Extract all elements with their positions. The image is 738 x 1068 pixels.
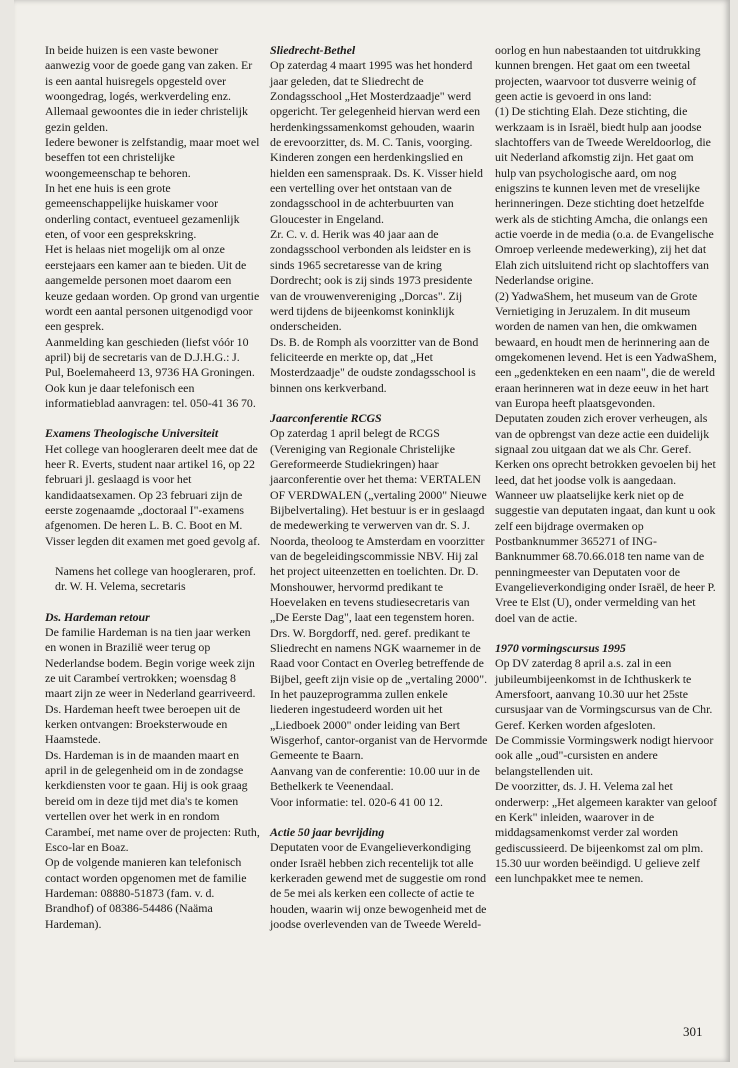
section-heading: Examens Theologische Universiteit	[45, 426, 219, 441]
paragraph: oorlog en hun nabestaanden tot uitdrukking kunnen brengen. Het gaat om een tweetal projecten, waarvoor tot dusverre weinig of geen actie is gevoerd in ons land:	[495, 43, 701, 104]
column-right	[495, 43, 717, 887]
section-heading: 1970 vormingscursus 1995	[495, 641, 626, 656]
paragraph: Op de volgende manieren kan telefonisch contact worden opgenomen met de familie Hardeman: 08880-51873 (fam. v. d. Brandhof) of 08386-54486 (Naäma Hardeman).	[45, 855, 247, 931]
paragraph: In beide huizen is een vaste bewoner aanwezig voor de goede gang van zaken. Er is een aantal huisregels opgesteld over woongedrag, logés, werkverdeling enz. Allemaal gewoontes die in ieder christelijk gezin gelden.	[45, 43, 253, 134]
section-heading: Actie 50 jaar bevrijding	[270, 824, 385, 839]
column-middle	[270, 43, 488, 932]
section-heading: Sliedrecht-Bethel	[270, 43, 356, 57]
paragraph: Aanvang van de conferentie: 10.00 uur in de Bethelkerk te Veenendaal.	[270, 763, 480, 794]
paragraph: Voor informatie: tel. 020-6 41 00 12.	[270, 794, 444, 809]
paragraph: (1) De stichting Elah. Deze stichting, die werkzaam is in Israël, biedt hulp aan joodse slachtoffers van de Tweede Wereldoorlog, die uit Nederland afkomstig zijn. Het gaat om hulp van psychologische aard, om nog enigszins te kunnen leven met de vreselijke herinneringen. Deze stichting doet hetzelfde werk als de stichting Amcha, die onlangs een actie voerde in de media (o.a. de Evangelische Omroep verleende medewerking), zij het dat Elah zich uitsluitend richt op slachtoffers van Nederlandse origine.	[495, 104, 714, 288]
paragraph: Ds. Hardeman is in de maanden maart en april in de gelegenheid om in de zondagse kerkdiensten voor te gaan. Hij is ook graag bereid om in deze tijd met dia's te komen vertellen over het werk in en rondom Carambeí, met name over de projecten: Ruth, Esco-lar en Boaz.	[45, 747, 260, 854]
paragraph: De Commissie Vormingswerk nodigt hiervoor ook alle „oud"-cursisten en andere belangstellenden uit.	[495, 733, 714, 778]
paragraph: De voorzitter, ds. J. H. Velema zal het onderwerp: „Het algemeen karakter van geloof en Kerk" inleiden, waarover in de middagsamenkomst verder zal worden gediscussieerd. De bijeenkomst zal om plm. 15.30 uur worden beëindigd. U gelieve zelf een lunchpakket mee te nemen.	[495, 779, 718, 886]
paragraph: Op DV zaterdag 8 april a.s. zal in een jubileumbijeenkomst in de Ichthuskerk te Amersfoort, aanvang 10.30 uur het 25ste cursusjaar van de Vormingscursus van de Chr. Geref. Kerken worden afgesloten.	[495, 656, 713, 732]
section-heading: Jaarconferentie RCGS	[270, 410, 382, 425]
paragraph: Zr. C. v. d. Herik was 40 jaar aan de zondagsschool verbonden als leidster en is sinds 1965 secretaresse van de kring Dordrecht; ook is zij sinds 1973 presidente van de vrouwenvereniging „Dorcas". Zij werd tijdens de bijeenkomst koninklijk onderscheiden.	[270, 227, 473, 334]
paragraph: Iedere bewoner is zelfstandig, maar moet wel beseffen tot een christelijke woongemeenschap te behoren.	[45, 135, 260, 180]
page-number: 301	[683, 1024, 703, 1039]
paragraph: Ds. B. de Romph als voorzitter van de Bond feliciteerde en merkte op, dat „Het Mosterdzaadje" de oudste zondagsschool is binnen ons kerkverband.	[270, 334, 479, 395]
paragraph: (2) YadwaShem, het museum van de Grote Vernietiging in Jeruzalem. In dit museum worden de namen van hen, die omkwamen bewaard, en houdt men de herinnering aan de omgekomenen levend. Het is een YadwaShem, een „gedenkteken en een naam", die de wereld eraan herinneren wat in deze eeuw in het hart van Europa heeft plaatsgevonden.	[495, 288, 717, 410]
paragraph: Het college van hoogleraren deelt mee dat de heer R. Everts, student naar artikel 16, op 22 februari jl. geslaagd is voor het kandidaatsexamen. Op 23 februari zijn de eerste zogenaamde „doctoraal I"-examens afgenomen. De heren L. B. C. Boot en M. Visser legden dit examen met goed gevolg af.	[45, 441, 261, 548]
paragraph: Deputaten voor de Evangelieverkondiging onder Israël hebben zich recentelijk tot alle kerkeraden gewend met de suggestie om rond de 5e mei als kerken een collecte of actie te houden, waarin wij onze bewogenheid met de joodse overlevenden van de Tweede Wereld-	[270, 840, 487, 931]
paragraph: Wanneer uw plaatselijke kerk niet op de suggestie van deputaten ingaat, dan kunt u ook zelf een bijdrage overmaken op Postbanknummer 365271 of ING-Banknummer 68.70.66.018 ten name van de penningmeester van Deputaten voor de Evangelieverkondiging onder Israël, de heer P. Vree te Elst (U), onder vermelding van het doel van de actie.	[495, 487, 716, 625]
paragraph: Op zaterdag 4 maart 1995 was het honderd jaar geleden, dat te Sliedrecht de Zondagsschool „Het Mosterdzaadje" werd opgericht. Ter gelegenheid hiervan werd een herdenkingssamenkomst gehouden, waarin de erevoorzitter, ds. M. C. Tanis, voorging. Kinderen zongen een herdenkingslied en hielden een samenspraak. Ds. K. Visser hield een vertelling over het ontstaan van de zondagsschool in de achterbuurten van Gloucester in Engeland.	[270, 58, 483, 226]
paragraph: Aanmelding kan geschieden (liefst vóór 10 april) bij de secretaris van de D.J.H.G.: J. Pul, Boelemaheerd 13, 9736 HA Groningen. Ook kun je daar telefonisch een informatieblad aanvragen: tel. 050-41 36 70.	[45, 334, 256, 410]
paragraph: Het is helaas niet mogelijk om al onze eerstejaars een kamer aan te bieden. Uit de aangemelde personen moet daarom een keuze gedaan worden. Op grond van urgentie wordt een aantal personen uitgenodigd voor een gesprek.	[45, 242, 260, 334]
column-left	[45, 43, 261, 932]
paragraph: In het pauzeprogramma zullen enkele liederen ingestudeerd worden uit het „Liedboek 2000" onder leiding van Bert Wisgerhof, cantor-organist van de Hervormde Gemeente te Baarn.	[270, 687, 488, 763]
paragraph: De familie Hardeman is na tien jaar werken en wonen in Brazilië weer terug op Nederlandse bodem. Begin vorige week zijn ze uit Carambeí vertrokken; woensdag 8 maart zijn ze weer in Nederland gearriveerd. Ds. Hardeman heeft twee beroepen uit de kerken ontvangen: Broeksterwoude en Haamstede.	[45, 625, 256, 747]
signature-block: Namens het college van hoogleraren, prof. dr. W. H. Velema, secretaris	[55, 564, 256, 594]
magazine-page	[14, 0, 730, 1062]
paragraph: Op zaterdag 1 april belegt de RCGS (Vereniging van Regionale Christelijke Gereformeerde Studiekringen) haar jaarconferentie over het thema: VERTALEN OF VERDWALEN („vertaling 2000" Nieuwe Bijbelvertaling). Het bestuur is er in geslaagd de medewerking te verwerven van dr. S. J. Noorda, theoloog te Amsterdam en voorzitter van de begeleidingscommissie NBV. Hij zal het project uiteenzetten en toelichten. Dr. D. Monshouwer, hervormd predikant te Hoevelaken en tevens studiesecretaris van „De Eerste Dag", laat een tegenstem horen. Drs. W. Borgdorff, ned. geref. predikant te Sliedrecht en namens NGK waarnemer in de Raad voor Contact en Overleg betreffende de Bijbel, geeft zijn visie op de „vertaling 2000".	[270, 426, 488, 686]
paragraph: In het ene huis is een grote gemeenschappelijke huiskamer voor onderling contact, eventueel gezamenlijk eten, of voor een gesprekskring.	[45, 181, 240, 242]
section-heading: Ds. Hardeman retour	[45, 609, 150, 624]
paragraph: Deputaten zouden zich erover verheugen, als van de opbrengst van deze actie een duidelijk signaal zou uitgaan dat we als Chr. Geref. Kerken ons oprecht betrokken gevoelen bij het leed, dat het joodse volk is aangedaan.	[495, 411, 716, 487]
